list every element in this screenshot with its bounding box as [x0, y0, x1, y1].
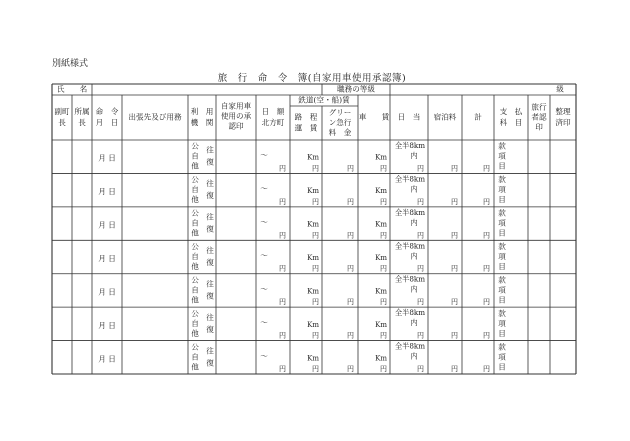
header-daily-amount: 日 額 [261, 107, 285, 116]
document-title: 旅 行 命 令 簿(自家用車使用承認簿) [217, 73, 407, 84]
header-settlement-seal: 整理 [555, 107, 571, 116]
row-transport-options: 自 [191, 218, 199, 228]
row-km-route: Km [307, 220, 319, 229]
row-km-car: Km [375, 153, 387, 162]
row-transport-options: 自 [191, 185, 199, 195]
row-yen-fare: 円 [312, 164, 319, 173]
row-transport-options: 公 [191, 141, 199, 151]
header-daily-allowance: 日 当 [397, 112, 421, 122]
row-yen-total: 円 [483, 298, 490, 307]
row-yen-allowance: 円 [417, 231, 424, 240]
row-yen-total: 円 [483, 197, 490, 206]
row-yen-green: 円 [347, 264, 354, 273]
row-trip-kind: 復 [206, 191, 214, 201]
header-town-mayor: 副町 [54, 107, 70, 116]
row-yen-car: 円 [380, 331, 387, 340]
row-payment-note: 款 [498, 175, 506, 185]
row-transport-options: 公 [191, 208, 199, 218]
row-yen-lodging: 円 [451, 298, 458, 307]
row-transport-options: 他 [191, 362, 199, 372]
row-payment-note: 項 [498, 151, 506, 161]
row-transport-options: 他 [191, 262, 199, 272]
row-yen-fare: 円 [312, 298, 319, 307]
row-km-car: Km [375, 254, 387, 263]
row-transport-options: 自 [191, 151, 199, 161]
name-label: 氏 名 [56, 84, 88, 94]
row-trip-kind: 往 [206, 212, 214, 222]
header-payment-item: 科 目 [499, 118, 523, 127]
row-payment-note: 項 [498, 352, 506, 362]
row-tilde: 〜 [260, 317, 268, 327]
row-yen-total: 円 [483, 365, 490, 374]
row-trip-kind: 復 [206, 157, 214, 167]
row-yen-allowance: 円 [417, 164, 424, 173]
row-yen-car: 円 [380, 231, 387, 240]
header-daily-amount: 北方町 [261, 118, 285, 127]
row-yen-fare: 円 [312, 197, 319, 206]
row-yen-car: 円 [380, 298, 387, 307]
row-allowance-note: 全半8km [394, 174, 426, 184]
row-trip-kind: 復 [206, 224, 214, 234]
row-payment-note: 款 [498, 208, 506, 218]
row-payment-note: 目 [498, 262, 506, 272]
header-dept-head: 長 [78, 118, 86, 127]
row-yen-allowance: 円 [417, 264, 424, 273]
row-transport-options: 自 [191, 318, 199, 328]
row-yen-lodging: 円 [451, 264, 458, 273]
form-label: 別紙様式 [52, 59, 89, 69]
row-payment-note: 項 [498, 185, 506, 195]
row-payment-note: 款 [498, 342, 506, 352]
row-yen-car: 円 [380, 164, 387, 173]
row-allowance-inner: 内 [410, 284, 418, 294]
row-tilde: 〜 [260, 150, 268, 160]
header-rail-fare-group: 鉄道(空・船)賃 [298, 95, 350, 105]
row-yen-car: 円 [380, 197, 387, 206]
row-yen-amount: 円 [279, 264, 286, 273]
table-text [54, 84, 571, 374]
row-transport-options: 他 [191, 228, 199, 238]
header-settlement-seal: 済印 [555, 118, 571, 127]
row-allowance-inner: 内 [410, 151, 418, 160]
row-payment-note: 目 [498, 295, 506, 305]
row-yen-allowance: 円 [417, 197, 424, 206]
row-payment-note: 款 [498, 308, 506, 318]
header-town-mayor: 長 [58, 118, 66, 127]
row-transport-options: 自 [191, 252, 199, 262]
row-yen-green: 円 [347, 298, 354, 307]
row-tilde: 〜 [260, 184, 268, 194]
header-traveler-seal: 旅行 [531, 102, 547, 112]
row-km-car: Km [375, 220, 387, 229]
row-allowance-inner: 内 [410, 351, 418, 361]
header-green-express: ン急行 [328, 118, 352, 127]
row-month-day: 月 日 [98, 254, 116, 264]
row-tilde: 〜 [260, 284, 268, 294]
row-yen-green: 円 [347, 197, 354, 206]
row-payment-note: 款 [498, 242, 506, 252]
row-km-car: Km [375, 354, 387, 363]
row-yen-total: 円 [483, 231, 490, 240]
row-allowance-note: 全半8km [394, 141, 426, 150]
row-month-day: 月 日 [98, 287, 116, 297]
row-allowance-inner: 内 [410, 184, 418, 194]
row-payment-note: 目 [498, 362, 506, 372]
row-month-day: 月 日 [98, 354, 116, 364]
row-payment-note: 款 [498, 275, 506, 285]
row-allowance-note: 全半8km [394, 274, 426, 284]
row-trip-kind: 復 [206, 258, 214, 268]
row-transport-options: 公 [191, 308, 199, 318]
row-month-day: 月 日 [98, 220, 116, 230]
row-payment-note: 目 [498, 161, 506, 171]
header-payment-item: 支 払 [499, 107, 523, 116]
header-private-car: 使用の承 [220, 111, 252, 121]
grade-suffix: 級 [556, 84, 564, 94]
header-private-car: 認印 [228, 121, 244, 131]
row-yen-car: 円 [380, 264, 387, 273]
row-transport-options: 公 [191, 275, 199, 285]
row-km-route: Km [307, 354, 319, 363]
header-car-fare: 車 賃 [358, 112, 390, 122]
row-yen-green: 円 [347, 331, 354, 340]
row-yen-green: 円 [347, 231, 354, 240]
header-green-express: グリー [328, 108, 352, 117]
header-lodging: 宿泊料 [433, 112, 457, 122]
row-payment-note: 項 [498, 285, 506, 295]
row-transport-options: 自 [191, 352, 199, 362]
header-green-express: 料 金 [328, 128, 352, 137]
row-trip-kind: 往 [206, 312, 214, 322]
row-trip-kind: 復 [206, 324, 214, 334]
header-order-date: 月 日 [95, 118, 119, 127]
row-month-day: 月 日 [98, 320, 116, 330]
position-grade-label: 職務の等級 [337, 84, 375, 94]
header-order-date: 命 令 [95, 107, 119, 116]
row-yen-amount: 円 [279, 365, 286, 374]
row-allowance-note: 全半8km [394, 308, 426, 318]
header-traveler-seal: 印 [535, 122, 543, 132]
row-yen-lodging: 円 [451, 331, 458, 340]
row-payment-note: 項 [498, 252, 506, 262]
row-trip-kind: 往 [206, 145, 214, 155]
row-payment-note: 目 [498, 328, 506, 338]
header-traveler-seal: 者認 [531, 112, 547, 122]
row-yen-total: 円 [483, 331, 490, 340]
row-payment-note: 目 [498, 228, 506, 238]
row-yen-total: 円 [483, 264, 490, 273]
row-month-day: 月 日 [98, 153, 116, 163]
row-yen-amount: 円 [279, 331, 286, 340]
row-yen-amount: 円 [279, 298, 286, 307]
row-allowance-note: 全半8km [394, 207, 426, 217]
row-yen-amount: 円 [279, 164, 286, 173]
row-allowance-inner: 内 [410, 251, 418, 261]
row-payment-note: 項 [498, 318, 506, 328]
header-dept-head: 所属 [74, 107, 90, 116]
row-transport-options: 他 [191, 328, 199, 338]
row-allowance-inner: 内 [410, 318, 418, 328]
row-km-car: Km [375, 287, 387, 296]
row-trip-kind: 往 [206, 279, 214, 289]
header-transport: 機 関 [190, 118, 214, 127]
row-yen-green: 円 [347, 365, 354, 374]
row-allowance-note: 全半8km [394, 341, 426, 351]
row-km-route: Km [307, 187, 319, 196]
row-allowance-note: 全半8km [394, 241, 426, 251]
header-total: 計 [474, 112, 482, 122]
row-yen-allowance: 円 [417, 298, 424, 307]
header-private-car: 自家用車 [220, 101, 252, 111]
row-transport-options: 自 [191, 285, 199, 295]
row-transport-options: 公 [191, 342, 199, 352]
row-transport-options: 公 [191, 242, 199, 252]
row-yen-lodging: 円 [451, 164, 458, 173]
row-km-car: Km [375, 187, 387, 196]
row-trip-kind: 復 [206, 291, 214, 301]
row-transport-options: 公 [191, 175, 199, 185]
row-payment-note: 目 [498, 195, 506, 205]
row-tilde: 〜 [260, 351, 268, 361]
row-yen-lodging: 円 [451, 231, 458, 240]
row-trip-kind: 往 [206, 179, 214, 189]
row-tilde: 〜 [260, 217, 268, 227]
row-yen-total: 円 [483, 164, 490, 173]
header-route-fare: 路 程 [294, 112, 318, 122]
row-transport-options: 他 [191, 161, 199, 171]
row-yen-fare: 円 [312, 264, 319, 273]
row-trip-kind: 往 [206, 346, 214, 356]
row-yen-fare: 円 [312, 231, 319, 240]
row-trip-kind: 復 [206, 358, 214, 368]
row-month-day: 月 日 [98, 187, 116, 197]
row-km-car: Km [375, 320, 387, 329]
row-km-route: Km [307, 254, 319, 263]
row-payment-note: 項 [498, 218, 506, 228]
row-yen-green: 円 [347, 164, 354, 173]
row-yen-allowance: 円 [417, 365, 424, 374]
row-tilde: 〜 [260, 251, 268, 261]
row-payment-note: 款 [498, 141, 506, 151]
row-km-route: Km [307, 320, 319, 329]
row-yen-lodging: 円 [451, 197, 458, 206]
header-transport: 利 用 [190, 107, 214, 116]
header-route-fare: 運 賃 [294, 123, 318, 133]
row-yen-fare: 円 [312, 331, 319, 340]
row-transport-options: 他 [191, 195, 199, 205]
row-yen-amount: 円 [279, 197, 286, 206]
row-yen-fare: 円 [312, 365, 319, 374]
row-yen-car: 円 [380, 365, 387, 374]
row-transport-options: 他 [191, 295, 199, 305]
row-yen-lodging: 円 [451, 365, 458, 374]
header-destination-purpose: 出張先及び用務 [128, 112, 182, 122]
row-yen-allowance: 円 [417, 331, 424, 340]
row-km-route: Km [307, 153, 319, 162]
row-allowance-inner: 内 [410, 217, 418, 227]
row-trip-kind: 往 [206, 246, 214, 256]
row-km-route: Km [307, 287, 319, 296]
row-yen-amount: 円 [279, 231, 286, 240]
